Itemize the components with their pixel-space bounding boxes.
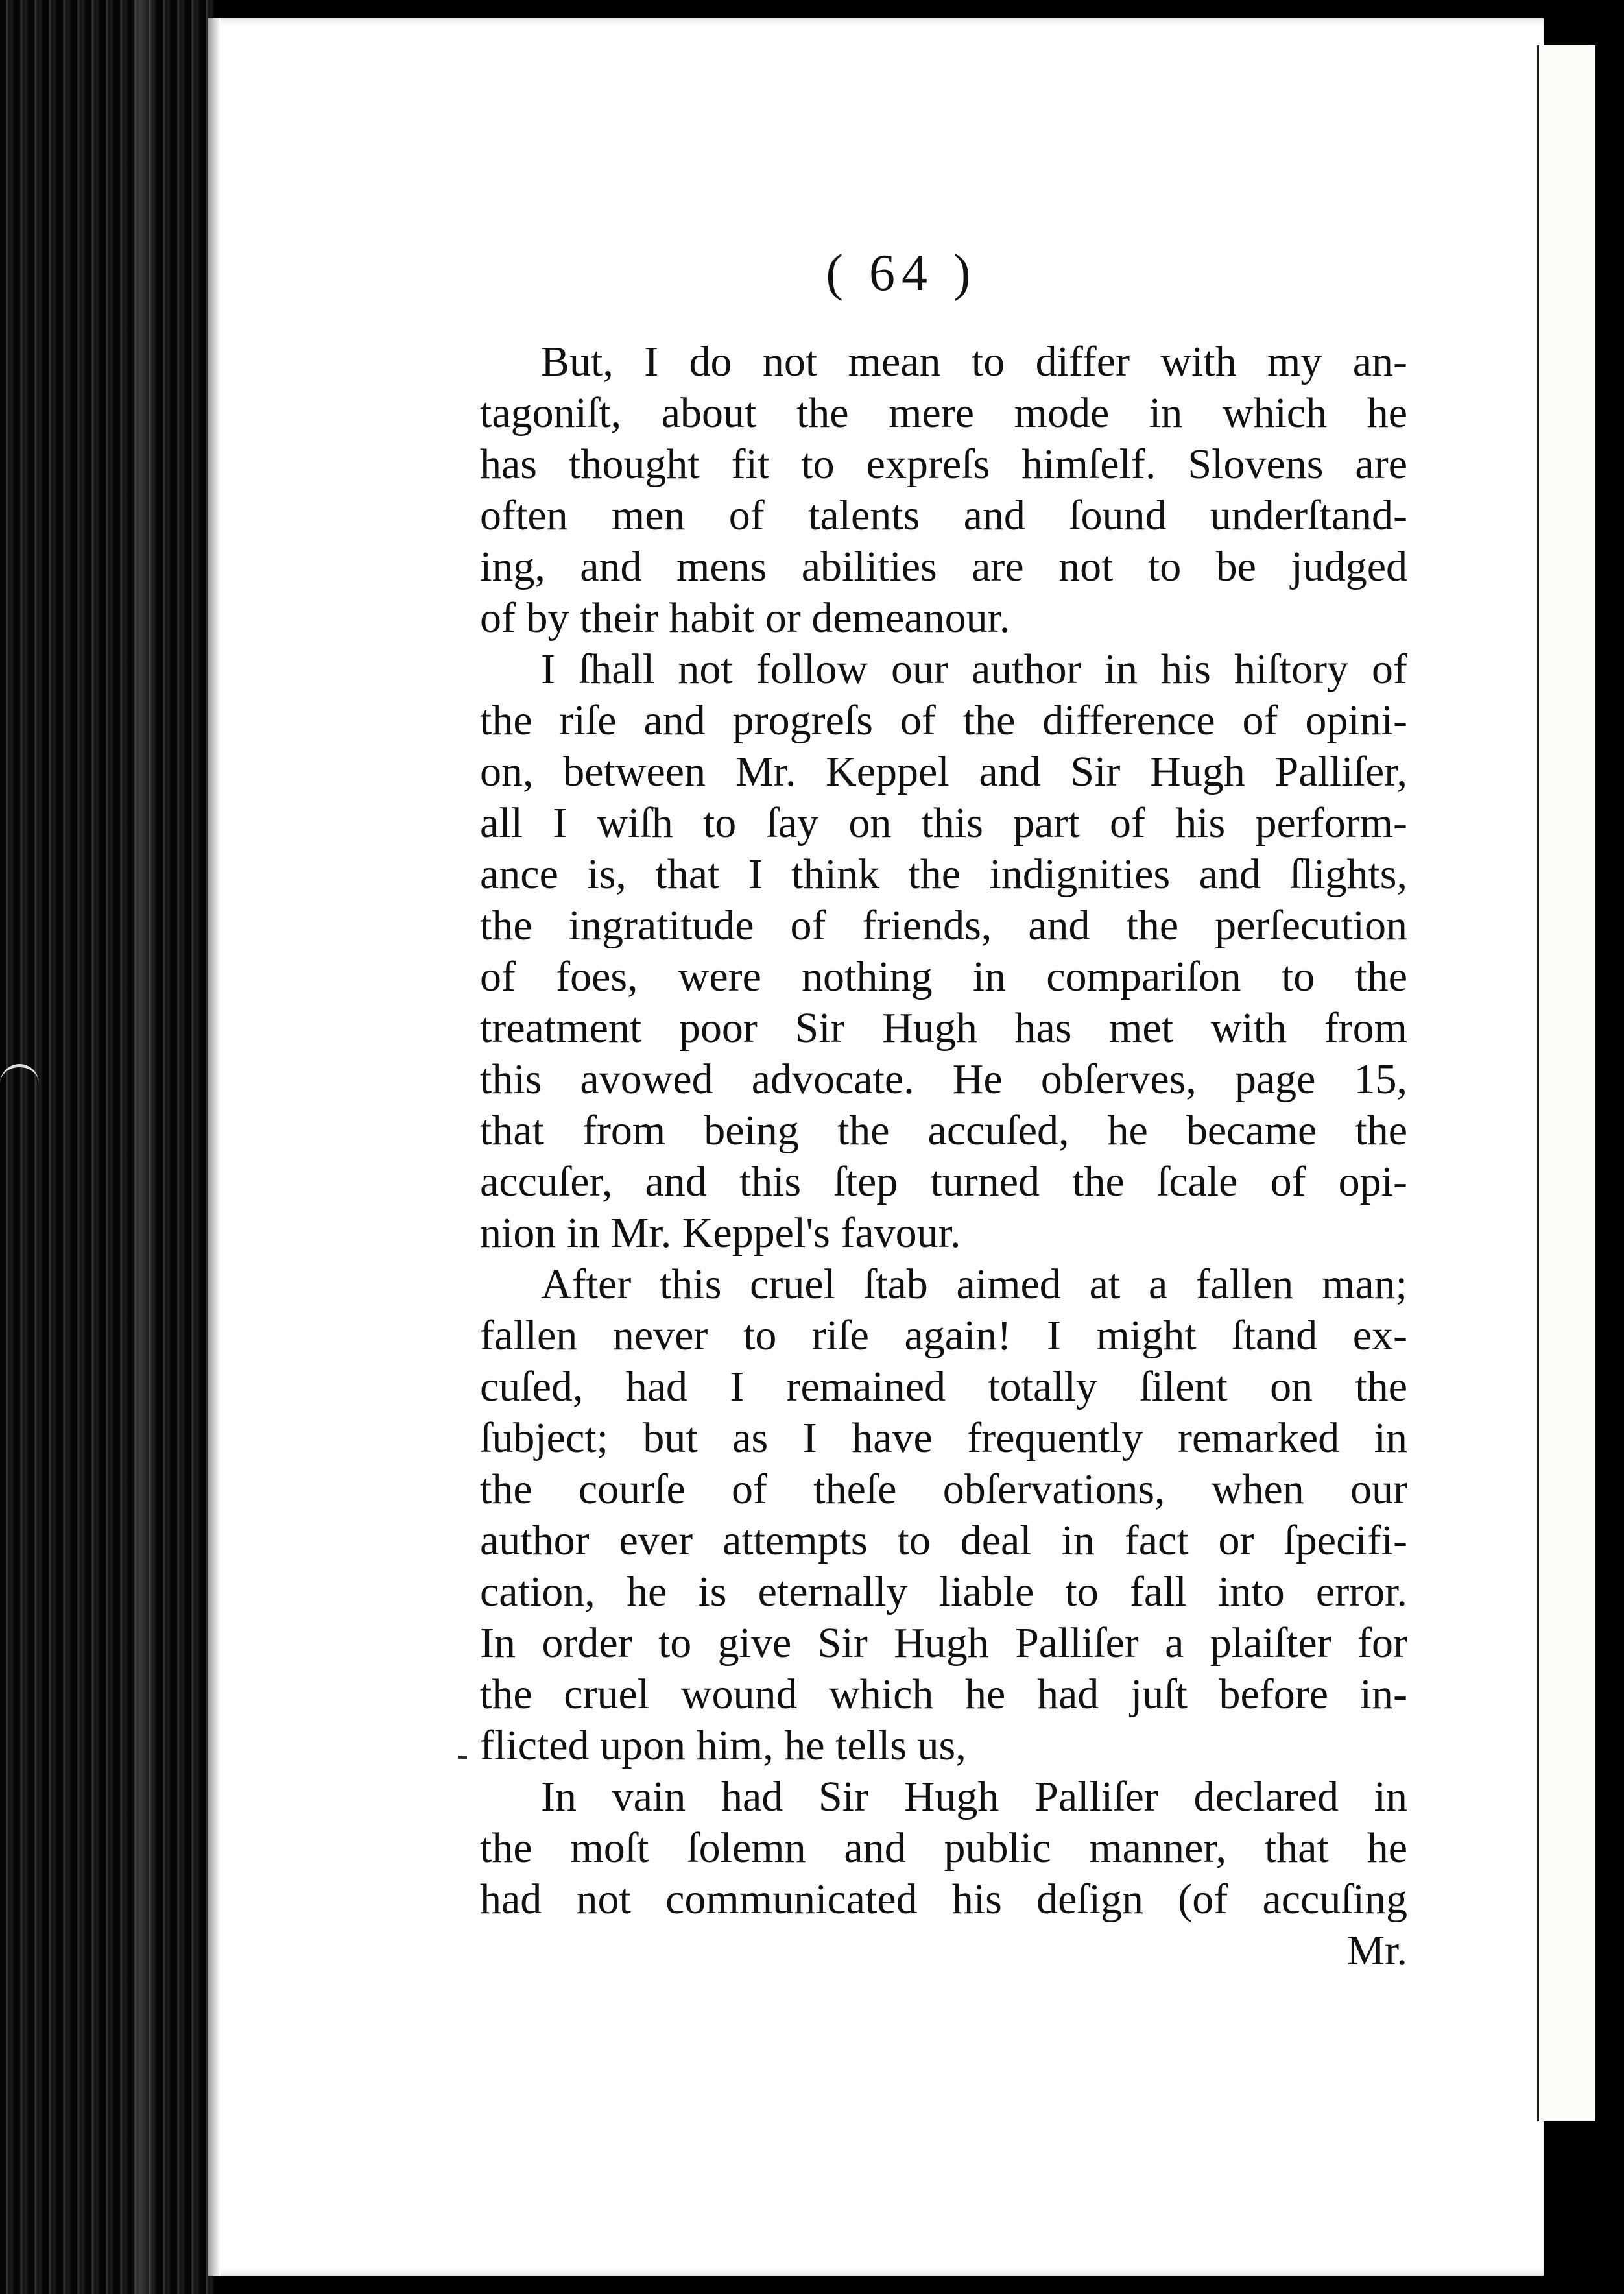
text-line: has thought fit to expreſs himſelf. Slovens are <box>480 441 1407 488</box>
text-line: on, between Mr. Keppel and Sir Hugh Palliſer, <box>480 748 1407 795</box>
text-line: treatment poor Sir Hugh has met with from <box>480 1004 1407 1052</box>
text-line: accuſer, and this ſtep turned the ſcale of opi- <box>480 1158 1407 1205</box>
text-line: the courſe of theſe obſervations, when our <box>480 1466 1407 1513</box>
text-line: After this cruel ſtab aimed at a fallen man; <box>541 1261 1407 1308</box>
text-line: ance is, that I think the indignities and ſlights, <box>480 851 1407 898</box>
text-line: fallen never to riſe again! I might ſtand ex- <box>480 1312 1407 1359</box>
body-text <box>480 336 1407 1976</box>
text-line: cuſed, had I remained totally ſilent on the <box>480 1363 1407 1410</box>
text-line: author ever attempts to deal in fact or ſpecifi- <box>480 1517 1407 1564</box>
text-line: I ſhall not follow our author in his hiſtory of <box>541 646 1407 693</box>
page-number: ( 64 ) <box>826 245 977 302</box>
page-gutter-shadow <box>208 18 221 2276</box>
scan-border <box>1595 0 1624 2294</box>
text-line: this avowed advocate. He obſerves, page 15, <box>480 1056 1407 1103</box>
text-line: In vain had Sir Hugh Palliſer declared in <box>541 1773 1407 1820</box>
text-line: that from being the accuſed, he became the <box>480 1107 1407 1154</box>
text-line: ing, and mens abilities are not to be judged <box>480 543 1407 590</box>
text-line: the cruel wound which he had juſt before in- <box>480 1671 1407 1718</box>
text-line: In order to give Sir Hugh Palliſer a plaiſter for <box>480 1619 1407 1667</box>
text-line: ſubject; but as I have frequently remarked in <box>480 1414 1407 1462</box>
text-line: flicted upon him, he tells us, <box>480 1722 966 1769</box>
margin-mark <box>458 1756 467 1759</box>
text-line: nion in Mr. Keppel's favour. <box>480 1209 961 1257</box>
text-line: of foes, were nothing in compariſon to the <box>480 953 1407 1000</box>
text-line: Mr. <box>1346 1927 1407 1974</box>
text-line: had not communicated his deſign (of accuſing <box>480 1876 1407 1923</box>
book-block-edge <box>0 0 214 2294</box>
text-line: the moſt ſolemn and public manner, that he <box>480 1824 1407 1872</box>
text-line: cation, he is eternally liable to fall into error. <box>480 1568 1407 1615</box>
text-line: the ingratitude of friends, and the perſecution <box>480 902 1407 949</box>
facing-page-edge <box>1537 45 1597 2121</box>
text-line: all I wiſh to ſay on this part of his perform- <box>480 799 1407 847</box>
text-line: tagoniſt, about the mere mode in which he <box>480 389 1407 437</box>
text-line: But, I do not mean to differ with my an- <box>541 338 1407 385</box>
text-line: the riſe and progreſs of the difference of opini- <box>480 697 1407 744</box>
text-line: of by their habit or demeanour. <box>480 594 1010 642</box>
edge-highlight <box>130 0 156 2294</box>
margin-curve-mark <box>0 1064 39 1100</box>
text-line: often men of talents and ſound underſtand- <box>480 492 1407 539</box>
